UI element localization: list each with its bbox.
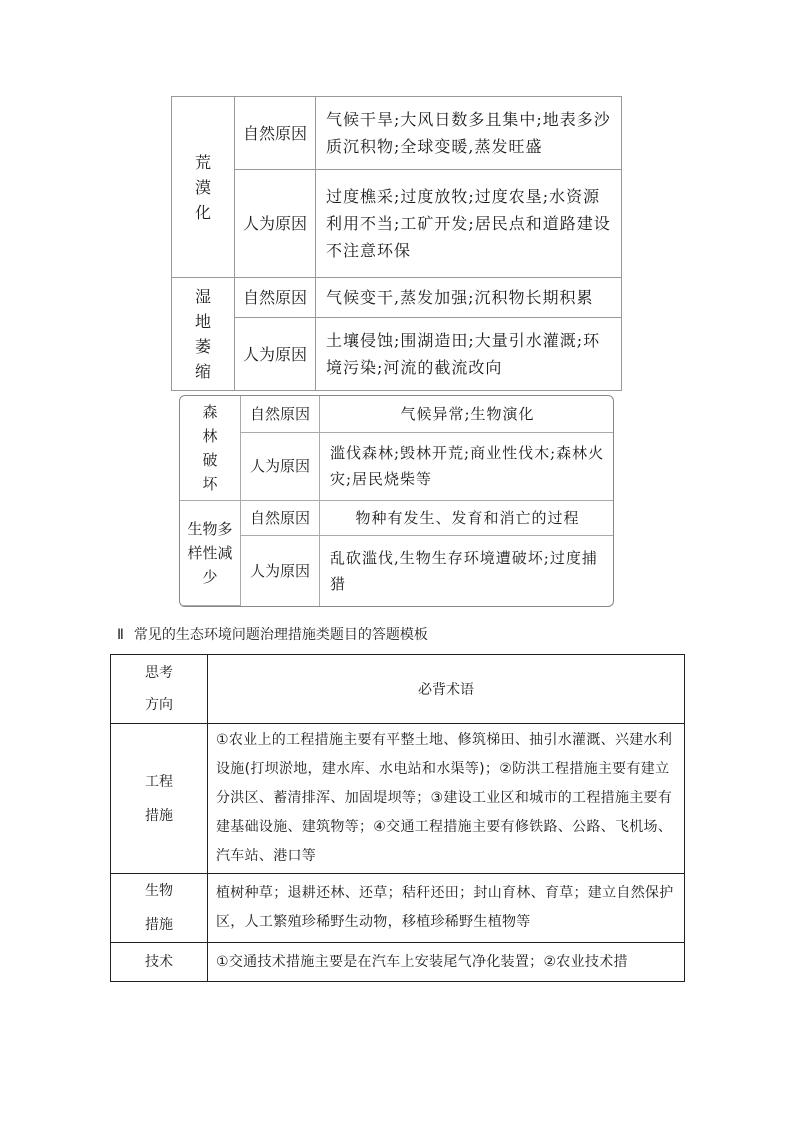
row-label-line: 技术 <box>145 954 173 970</box>
category-label: 生物多样性减少 <box>187 519 233 586</box>
table-row <box>172 278 622 318</box>
causes-table-2-frame <box>179 395 614 607</box>
category-cell <box>180 500 241 605</box>
reason-type-cell: 自然原因 <box>235 278 316 318</box>
reason-type-cell: 自然原因 <box>241 500 320 535</box>
row-label-cell <box>111 724 208 874</box>
reason-text-cell: 过度樵采;过度放牧;过度农垦;水资源利用不当;工矿开发;居民点和道路建设不注意环保 <box>316 170 622 278</box>
reason-text-cell: 气候变干,蒸发加强;沉积物长期积累 <box>316 278 622 318</box>
reason-text-cell: 气候异常;生物演化 <box>320 396 614 432</box>
reason-type-cell: 自然原因 <box>235 97 316 170</box>
causes-table-1 <box>171 96 622 391</box>
table-row <box>180 432 613 500</box>
row-label-line: 生物 <box>145 883 173 899</box>
reason-text-cell: 乱砍滥伐,生物生存环境遭破坏;过度捕猎 <box>320 535 614 605</box>
reason-type-cell: 人为原因 <box>241 432 320 500</box>
row-label-cell <box>111 943 208 982</box>
category-cell <box>172 97 235 278</box>
reason-text-cell: 气候干旱;大风日数多且集中;地表多沙质沉积物;全球变暖,蒸发旺盛 <box>316 97 622 170</box>
reason-type-cell: 人为原因 <box>241 535 320 605</box>
row-label-line: 措施 <box>145 917 173 933</box>
table-row <box>111 724 685 874</box>
row-label-line: 措施 <box>145 807 173 824</box>
reason-text-cell: 滥伐森林;毁林开荒;商业性伐木;森林火灾;居民烧柴等 <box>320 432 614 500</box>
table-row <box>172 170 622 278</box>
table-row <box>172 97 622 170</box>
row-text-cell: ①交通技术措施主要是在汽车上安装尾气净化装置；②农业技术措 <box>208 943 685 982</box>
header-line: 方向 <box>145 697 173 713</box>
category-label: 荒漠化 <box>194 152 211 222</box>
table-row <box>180 500 613 535</box>
row-text-cell: ①农业上的工程措施主要有平整土地、修筑梯田、抽引水灌溉、兴建水利设施(打坝淤地，建水库、水电站和水渠等)；②防洪工程措施主要有建立分洪区、蓄清排浑、加固堤坝等；③建设工业区和城市的工程措施主要有建基础设施、建筑物等；④交通工程措施主要有修铁路、公路、飞机场、汽车站、港口等 <box>208 724 685 874</box>
section-heading <box>117 624 428 644</box>
reason-text-cell: 土壤侵蚀;围湖造田;大量引水灌溉;环境污染;河流的截流改向 <box>316 318 622 391</box>
table-row <box>172 318 622 391</box>
category-label: 森林破坏 <box>202 402 218 493</box>
header-cell-terms: 必背术语 <box>208 655 685 724</box>
measures-table <box>110 654 685 982</box>
reason-type-cell: 人为原因 <box>235 170 316 278</box>
header-cell-direction <box>111 655 208 724</box>
table-row <box>180 396 613 432</box>
reason-type-cell: 人为原因 <box>235 318 316 391</box>
category-cell <box>180 396 241 500</box>
section-title: 常见的生态环境问题治理措施类题目的答题模板 <box>133 627 428 643</box>
causes-table-2 <box>180 396 613 606</box>
reason-text-cell: 物种有发生、发育和消亡的过程 <box>320 500 614 535</box>
category-cell <box>172 278 235 391</box>
table-header-row <box>111 655 685 724</box>
table-row <box>111 943 685 982</box>
category-label: 湿地萎缩 <box>194 287 211 381</box>
table-row <box>111 874 685 943</box>
header-line: 思考 <box>145 665 173 681</box>
table-row <box>180 535 613 605</box>
reason-type-cell: 自然原因 <box>241 396 320 432</box>
row-text-cell: 植树种草；退耕还林、还草；秸秆还田；封山育林、育草；建立自然保护区，人工繁殖珍稀野生动物，移植珍稀野生植物等 <box>208 874 685 943</box>
row-label-cell <box>111 874 208 943</box>
row-label-line: 工程 <box>145 773 173 790</box>
section-marker: Ⅱ <box>117 627 124 643</box>
